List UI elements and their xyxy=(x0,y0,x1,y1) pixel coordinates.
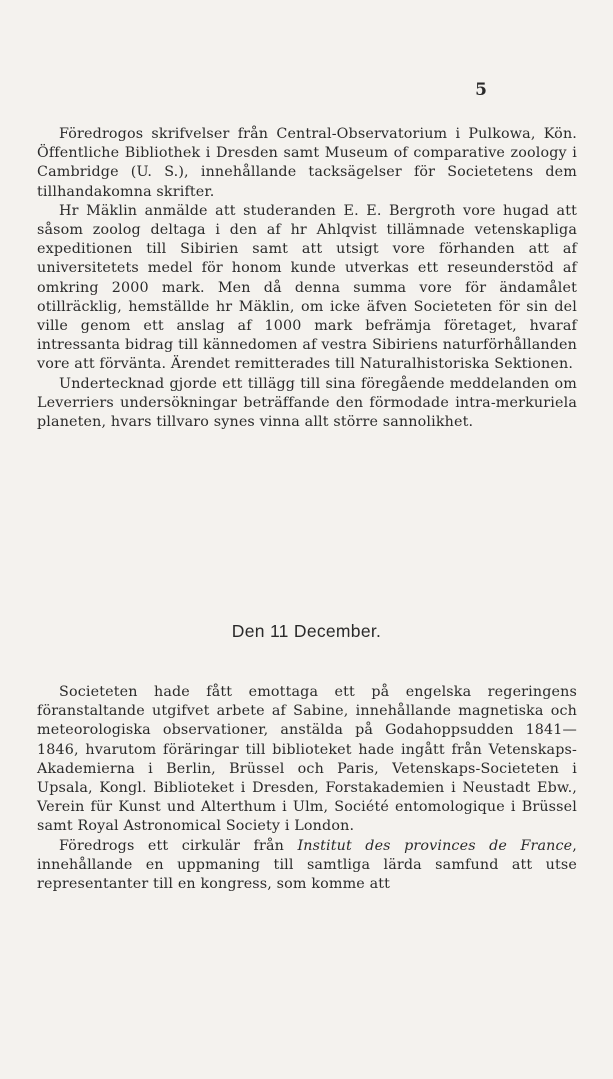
paragraph-leverrier: Undertecknad gjorde ett tillägg till sina föregående meddelanden om Leverriers undersökningar beträffande den förmodade intra-merkuriela planeten, hvars tillvaro synes vinna allt större sannolikhet. xyxy=(37,375,577,431)
bottom-text-block xyxy=(37,683,577,894)
page-number: 5 xyxy=(475,80,487,100)
institut-name: Institut des provinces de France xyxy=(297,837,573,854)
paragraph-circular xyxy=(37,837,577,895)
paragraph-correspondence: Föredrogos skrifvelser från Central-Observatorium i Pulkowa, Kön. Öffentliche Bibliothek i Dresden samt Museum of comparative zoology i Cambridge (U. S.), innehållande tacksägelser för Societetens dem tillhandakomna skrifter. xyxy=(37,126,577,200)
circular-rest-text: , innehållande en uppmaning till samtliga lärda samfund att utse representanter till en kongress, som komme att xyxy=(37,837,577,893)
paragraph-donations: Societeten hade fått emottaga ett på engelska regeringens föranstaltande utgifvet arbete af Sabine, innehållande magnetiska och meteorologiska observationer, anstälda på Godahoppsudden 1841—1846, hvarutom föräringar till biblioteket hade ingått från Vetenskaps-Akademierna i Berlin, Brüssel och Paris, Vetenskaps-Societeten i Upsala, Kongl. Biblioteket i Dresden, Forstakademien i Neustadt Ebw., Verein für Kunst und Alterthum i Ulm, Société entomologique i Brüssel samt Royal Astronomical Society i London. xyxy=(37,684,577,835)
paragraph-siberia-expedition: Hr Mäklin anmälde att studeranden E. E. Bergroth vore hugad att såsom zoolog deltaga i den af hr Ahlqvist tillämnade vetenskapliga expeditionen till Sibirien samt att utsigt vore förhanden att af universitetets medel för honom kunde utverkas ett reseunderstöd af omkring 2000 mark. Men då denna summa vore för ändamålet otillräcklig, hemställde hr Mäklin, om icke äfven Societeten för sin del ville genom ett anslag af 1000 mark befrämja företaget, hvaraf intressanta bidrag till kännedomen af vestra Sibiriens naturförhållanden vore att förvänta. Ärendet remitterades till Naturalhistoriska Sektionen. xyxy=(37,202,577,373)
section-heading-december-11: Den 11 December. xyxy=(231,621,382,641)
top-text-block xyxy=(37,125,577,432)
circular-lead-text: Föredrogs ett cirkulär från xyxy=(59,837,298,854)
